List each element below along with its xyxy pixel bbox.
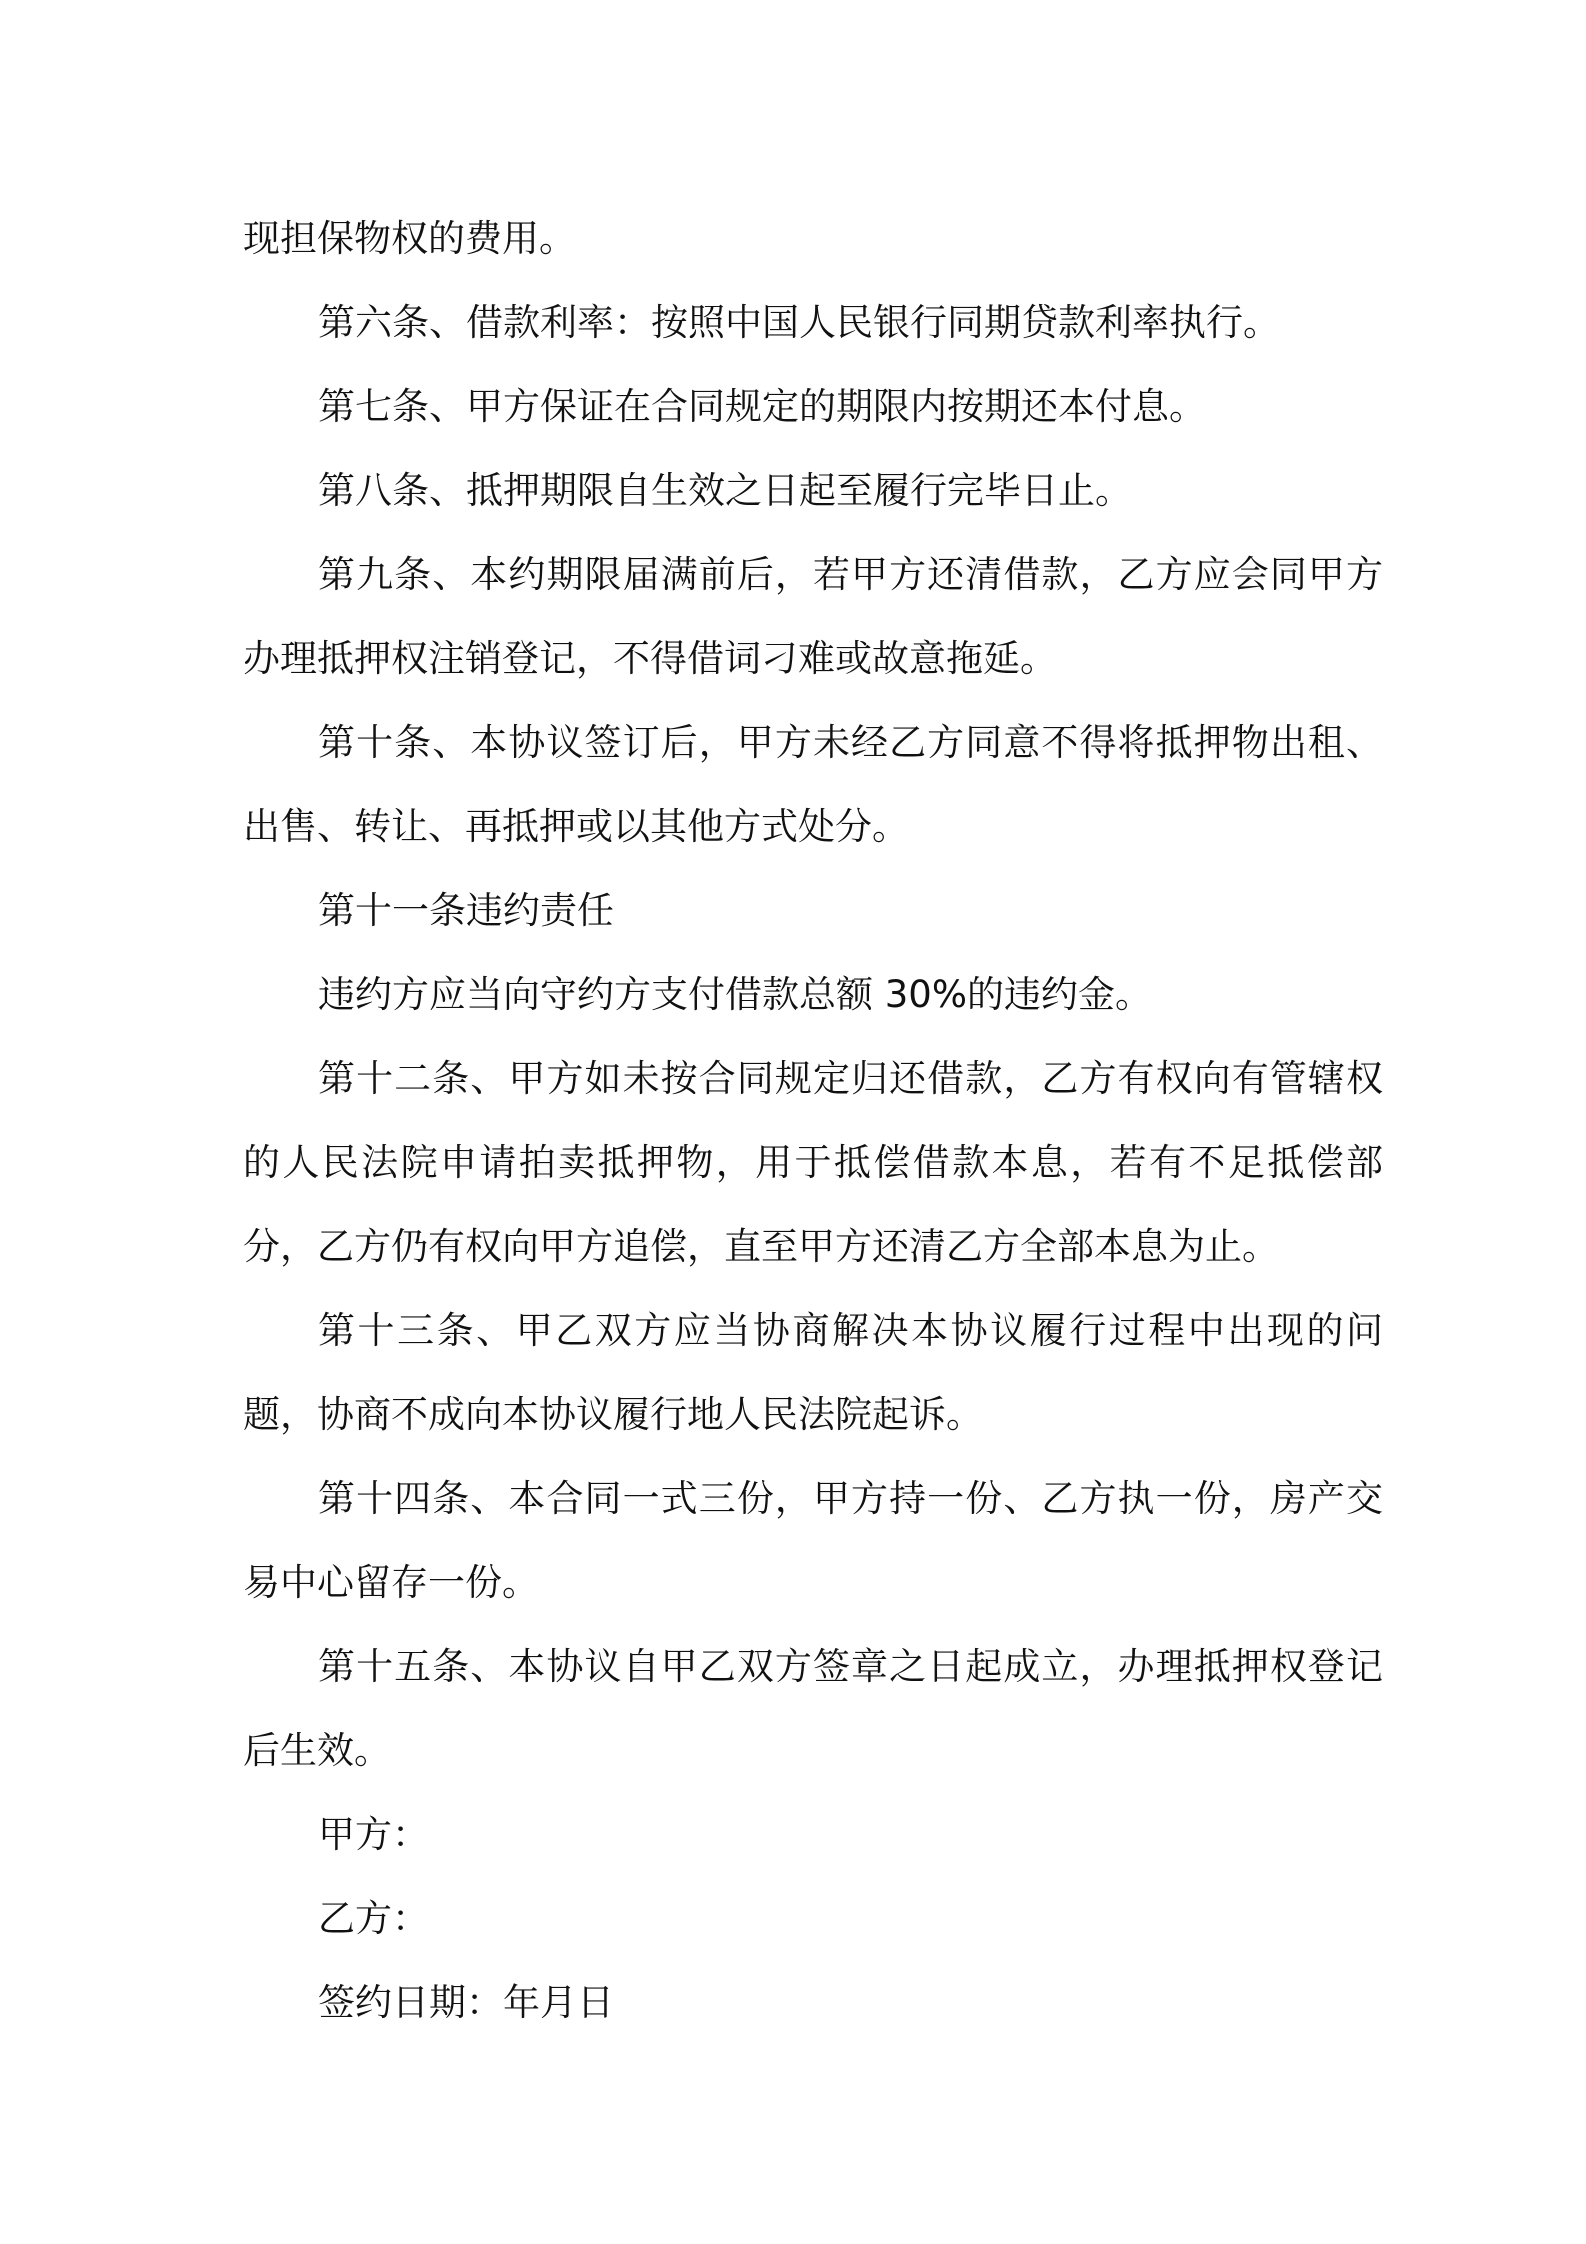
- article-9: [243, 533, 1383, 701]
- article-14-line-1: 第十四条、本合同一式三份，甲方持一份、乙方执一份，房产交: [318, 1477, 1383, 1520]
- article-11-body-text: 违约方应当向守约方支付借款总额 30%的违约金。: [318, 973, 1152, 1016]
- article-12-line-2: 的人民法院申请拍卖抵押物，用于抵偿借款本息，若有不足抵偿部分，: [243, 1141, 1383, 1268]
- party-a-signature: 甲方：: [318, 1813, 429, 1856]
- article-14-line-2: 易中心留存一份。: [243, 1561, 539, 1604]
- article-13-line-2: 协商不成向本协议履行地人民法院起诉。: [317, 1393, 983, 1436]
- article-14: [243, 1457, 1383, 1625]
- article-10: [243, 701, 1383, 869]
- article-12-line-3: 乙方仍有权向甲方追偿，直至甲方还清乙方全部本息为止。: [317, 1225, 1279, 1268]
- article-7-line-1: 第七条、甲方保证在合同规定的期限内按期还本付息。: [318, 385, 1206, 428]
- article-15-line-1: 第十五条、本协议自甲乙双方签章之日起成立，办理抵押权登记: [318, 1645, 1383, 1688]
- article-6: [243, 281, 1383, 365]
- article-11-heading: [243, 869, 1383, 953]
- article-9-line-2: 办理抵押权注销登记，不得借词刁难或故意拖延。: [243, 637, 1057, 680]
- article-15: [243, 1625, 1383, 1793]
- article-7: [243, 365, 1383, 449]
- article-8-line-1: 第八条、抵押期限自生效之日起至履行完毕日止。: [318, 469, 1132, 512]
- article-11-body: [243, 953, 1383, 1037]
- signing-date: 签约日期：年月日: [318, 1981, 614, 2024]
- article-12-line-1: 第十二条、甲方如未按合同规定归还借款，乙方有权向有管辖权: [318, 1057, 1383, 1100]
- article-10-line-1: 第十条、本协议签订后，甲方未经乙方同意不得将抵押物出租、: [318, 721, 1383, 764]
- article-9-line-1: 第九条、本约期限届满前后，若甲方还清借款，乙方应会同甲方: [318, 553, 1383, 596]
- article-15-line-2: 后生效。: [243, 1729, 391, 1772]
- lead-line: 现担保物权的费用。: [243, 217, 576, 260]
- article-11-heading-text: 第十一条违约责任: [318, 889, 614, 932]
- article-6-line-1: 第六条、借款利率：按照中国人民银行同期贷款利率执行。: [318, 301, 1280, 344]
- article-12: [243, 1037, 1383, 1289]
- party-b-signature: 乙方：: [318, 1897, 429, 1940]
- article-13: [243, 1289, 1383, 1457]
- document-body: [243, 197, 1383, 2045]
- article-10-line-2: 出售、转让、再抵押或以其他方式处分。: [243, 805, 909, 848]
- article-13-line-1: 第十三条、甲乙双方应当协商解决本协议履行过程中出现的问题，: [243, 1309, 1383, 1436]
- article-8: [243, 449, 1383, 533]
